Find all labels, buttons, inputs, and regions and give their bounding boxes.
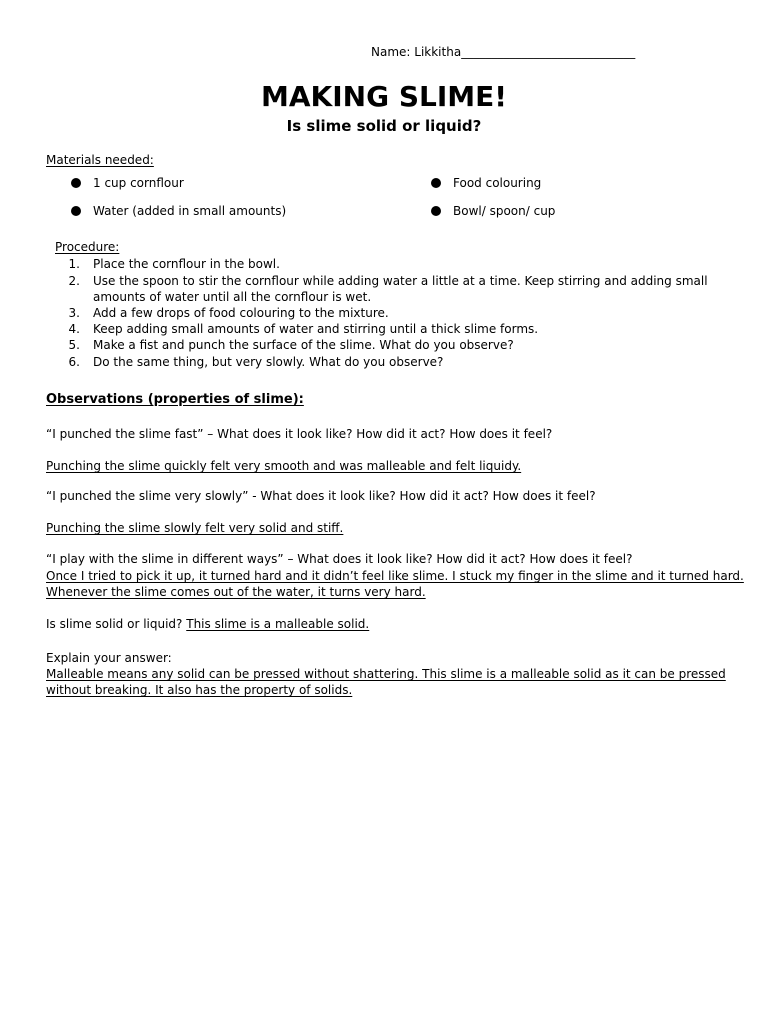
- solid-or-liquid-line: [46, 616, 369, 632]
- answer-play-line: Whenever the slime comes out of the water, it turns very hard.: [46, 585, 426, 599]
- material-item: Water (added in small amounts): [93, 204, 287, 218]
- step-number: 4.: [68, 322, 80, 336]
- step-number: 6.: [68, 355, 80, 369]
- answer-solid-or-liquid: This slime is a malleable solid.: [186, 617, 370, 631]
- observations-heading: Observations (properties of slime):: [46, 392, 304, 407]
- student-name-line: [371, 44, 635, 60]
- bullet-icon: [71, 178, 81, 188]
- explain-label: Explain your answer:: [46, 651, 172, 665]
- question-fast-punch: “I punched the slime fast” – What does it look like? How did it act? How does it feel?: [46, 427, 553, 441]
- step-number: 1.: [68, 257, 80, 271]
- materials-heading: Materials needed:: [46, 153, 154, 167]
- step-number: 2.: [68, 274, 80, 288]
- question-solid-or-liquid: Is slime solid or liquid?: [46, 617, 183, 631]
- step-text: Place the cornflour in the bowl.: [93, 257, 280, 271]
- step-text: Use the spoon to stir the cornflour while adding water a little at a time. Keep stirring and adding small: [93, 274, 708, 288]
- bullet-icon: [431, 178, 441, 188]
- step-number: 5.: [68, 338, 80, 352]
- material-item: 1 cup cornflour: [93, 176, 184, 190]
- step-text: Make a fist and punch the surface of the slime. What do you observe?: [93, 338, 514, 352]
- answer-play-line: Once I tried to pick it up, it turned hard and it didn’t feel like slime. I stuck my finger in the slime and it turned hard.: [46, 569, 744, 583]
- page-subtitle: Is slime solid or liquid?: [286, 117, 482, 135]
- step-text: Keep adding small amounts of water and stirring until a thick slime forms.: [93, 322, 539, 336]
- material-item: Bowl/ spoon/ cup: [453, 204, 556, 218]
- step-number: 3.: [68, 306, 80, 320]
- material-item: Food colouring: [453, 176, 542, 190]
- step-text: Add a few drops of food colouring to the mixture.: [93, 306, 389, 320]
- page-title: MAKING SLIME!: [261, 80, 507, 113]
- step-text: amounts of water until all the cornflour is wet.: [93, 290, 372, 304]
- bullet-icon: [71, 206, 81, 216]
- answer-slow-punch: Punching the slime slowly felt very solid and stiff.: [46, 521, 344, 535]
- question-play: “I play with the slime in different ways” – What does it look like? How did it act? How does it feel?: [46, 552, 633, 566]
- question-slow-punch: “I punched the slime very slowly” - What does it look like? How did it act? How does it feel?: [46, 489, 596, 503]
- bullet-icon: [431, 206, 441, 216]
- explain-answer-line: without breaking. It also has the property of solids.: [46, 683, 353, 697]
- step-text: Do the same thing, but very slowly. What do you observe?: [93, 355, 444, 369]
- procedure-heading: Procedure:: [55, 240, 120, 254]
- student-name-blank: _____________________________: [461, 45, 636, 59]
- answer-fast-punch: Punching the slime quickly felt very smooth and was malleable and felt liquidy.: [46, 459, 522, 473]
- student-name-label: Name: Likkitha: [371, 45, 462, 59]
- explain-answer-line: Malleable means any solid can be pressed without shattering. This slime is a malleable solid as it can be pressed: [46, 667, 726, 681]
